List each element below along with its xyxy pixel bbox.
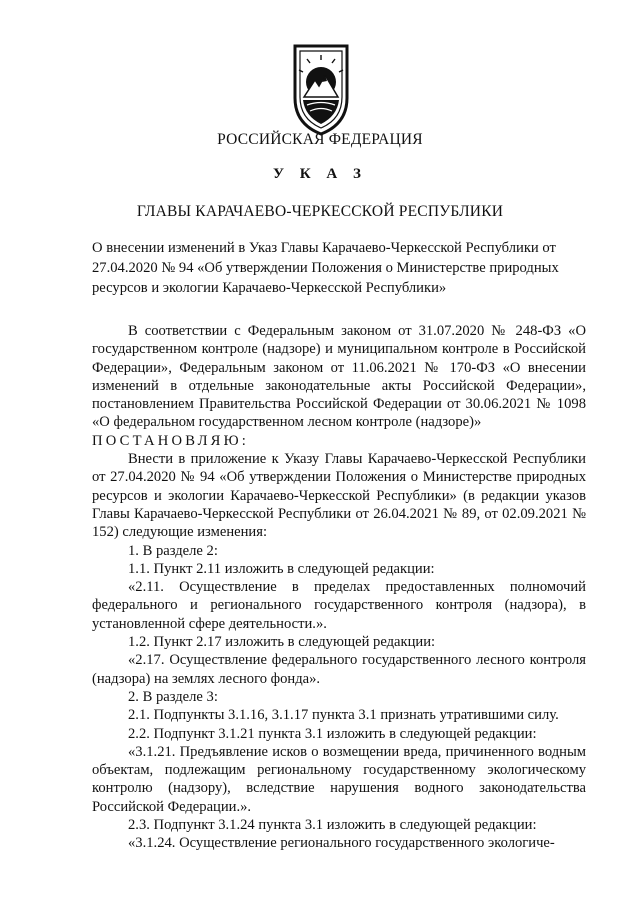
body-paragraph: 2. В разделе 3: [128, 688, 218, 705]
resolution-word: ПОСТАНОВЛЯЮ: [92, 432, 250, 449]
body-paragraph: 2.3. Подпункт 3.1.24 пункта 3.1 изложить в следующей редакции: [128, 817, 537, 834]
document-subject: О внесении изменений в Указ Главы Карачаево-Черкесской Республики от 27.04.2020 № 94 «Об утверждении Положения о Министерстве природных ресурсов и экологии Карачаево-Черкесской Республики» [92, 240, 559, 296]
body-paragraph: 2.2. Подпункт 3.1.21 пункта 3.1 изложить в следующей редакции: [128, 725, 537, 742]
body-paragraph: 1.1. Пункт 2.11 изложить в следующей редакции: [128, 560, 435, 577]
body-paragraph: «3.1.21. Предъявление исков о возмещении вреда, причиненного водным объектам, подлежащим региональному государственному экологическому контролю (надзору), вследствие нарушения водного законодательства Российской Федерации.». [92, 743, 586, 815]
document-body [92, 322, 586, 853]
body-paragraph: «3.1.24. Осуществление регионального государственного экологиче- [128, 835, 555, 852]
body-paragraph: «2.17. Осуществление федерального государственного лесного контроля (надзора) на землях лесного фонда». [92, 652, 586, 687]
body-paragraph: 1.2. Пункт 2.17 изложить в следующей редакции: [128, 634, 436, 651]
issuing-authority: ГЛАВЫ КАРАЧАЕВО-ЧЕРКЕССКОЙ РЕСПУБЛИКИ [136, 203, 504, 220]
body-paragraph: 2.1. Подпункты 3.1.16, 3.1.17 пункта 3.1 признать утратившими силу. [128, 707, 559, 724]
body-paragraph: «2.11. Осуществление в пределах предоставленных полномочий федерального и регионального государственного контроля (надзора), в установленной сфере деятельности.». [92, 579, 586, 632]
preamble-paragraph: В соответствии с Федеральным законом от 31.07.2020 № 248-ФЗ «О государственном контроле (надзоре) и муниципальном контроле в Российской Федерации», Федеральным законом от 11.06.2021 № 170-ФЗ «О внесении изменений в отдельные законодательные акты Российской Федерации», постановлением Правительства Российской Федерации от 30.06.2021 № 1098 «О федеральном государственном лесном контроле (надзоре)» [92, 323, 586, 431]
body-paragraph: Внести в приложение к Указу Главы Карачаево-Черкесской Республики от 27.04.2020 № 94 «Об утверждении Положения о Министерстве природных ресурсов и экологии Карачаево-Черкесской Республики» (в редакции указов Главы Карачаево-Черкесской Республики от 26.04.2021 № 89, от 02.09.2021 № 152) следующие изменения: [92, 451, 586, 541]
republic-emblem-icon [289, 42, 353, 138]
document-type: У К А З [273, 166, 367, 182]
country-title: РОССИЙСКАЯ ФЕДЕРАЦИЯ [217, 131, 423, 148]
body-paragraph: 1. В разделе 2: [128, 542, 218, 559]
